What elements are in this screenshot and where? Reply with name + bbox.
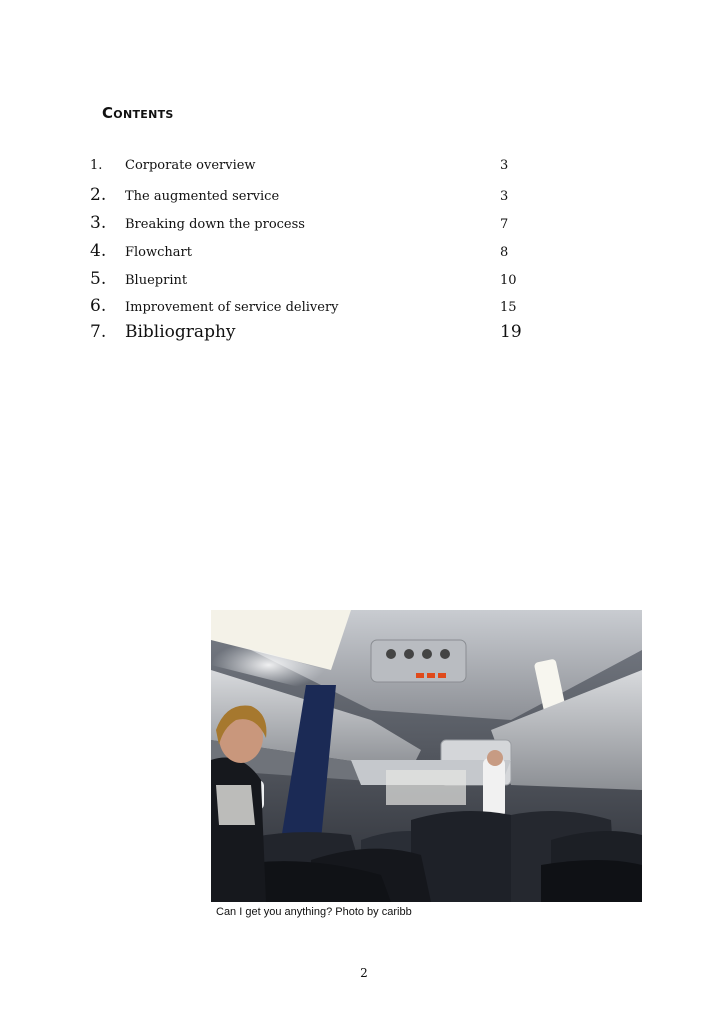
photo-caption: Can I get you anything? Photo by caribb <box>216 906 412 918</box>
toc-page: 3 <box>500 158 509 173</box>
toc-entry-4[interactable] <box>90 241 530 267</box>
toc-number: 4. <box>90 241 107 261</box>
toc-page: 19 <box>500 322 522 342</box>
toc-number: 6. <box>90 296 107 316</box>
toc-page: 10 <box>500 273 517 288</box>
toc-page: 15 <box>500 300 517 315</box>
toc-number: 3. <box>90 213 107 233</box>
toc-title: Bibliography <box>125 322 236 342</box>
toc-number: 2. <box>90 185 107 205</box>
toc-entry-6[interactable] <box>90 296 530 322</box>
toc-entry-5[interactable] <box>90 269 530 295</box>
toc-title: Improvement of service delivery <box>125 300 339 315</box>
toc-title: Blueprint <box>125 273 188 288</box>
toc-title: Flowchart <box>125 245 192 260</box>
toc-entry-1[interactable] <box>90 158 530 184</box>
toc-number: 5. <box>90 269 107 289</box>
toc-entry-3[interactable] <box>90 213 530 239</box>
toc-title: Breaking down the process <box>125 217 305 232</box>
toc-entry-7[interactable] <box>90 322 530 348</box>
toc-page: 7 <box>500 217 509 232</box>
page-number: 2 <box>360 966 368 980</box>
toc-number: 7. <box>90 322 107 342</box>
toc-page: 8 <box>500 245 509 260</box>
airplane-cabin-photo <box>211 610 642 902</box>
toc-title: Corporate overview <box>125 158 256 173</box>
toc-page: 3 <box>500 189 509 204</box>
toc-number: 1. <box>90 158 103 173</box>
toc-entry-2[interactable] <box>90 185 530 211</box>
contents-heading: Contents <box>102 104 174 122</box>
toc-title: The augmented service <box>125 189 280 204</box>
